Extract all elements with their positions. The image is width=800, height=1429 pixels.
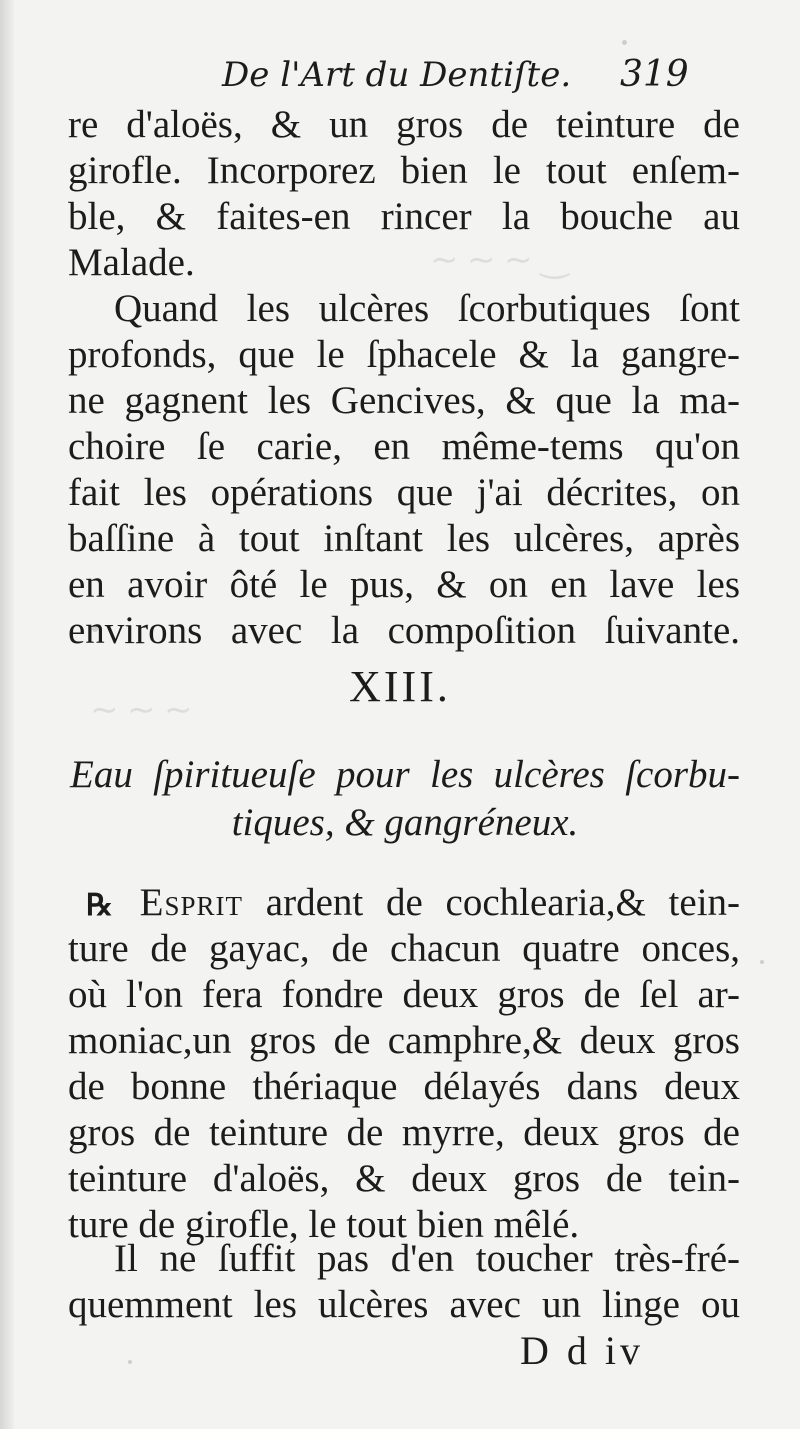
text-line: moniac,un gros de camphre,& deux gros: [68, 1019, 740, 1062]
text-line: baſſine à tout inſtant les ulcères, après: [68, 517, 740, 560]
text-line: en avoir ôté le pus, & on en lave les: [68, 563, 740, 606]
ink-speck: [622, 40, 627, 45]
recipe-title-line: Eau ſpiritueuſe pour les ulcères ſcorbu-: [70, 753, 740, 796]
text-line: ture de gayac, de chacun quatre onces,: [68, 927, 740, 970]
running-head: De l'Art du Dentiſte.: [222, 55, 572, 95]
page-gutter-shadow: [0, 0, 14, 1429]
ink-speck: [760, 960, 764, 964]
text-line: Quand les ulcères ſcorbutiques ſont: [114, 287, 740, 330]
text-line: quemment les ulcères avec un linge ou: [68, 1283, 740, 1326]
text-line: gros de teinture de myrre, deux gros de: [68, 1111, 740, 1154]
recipe-title-line: tiques, & gangréneux.: [231, 801, 579, 844]
recipe-line-rest: ardent de cochlearia,& tein-: [265, 881, 741, 924]
page-number: 319: [620, 54, 689, 95]
recipe-first-line: [86, 880, 740, 929]
text-line: re d'aloës, & un gros de teinture de: [68, 103, 740, 146]
page-header: [0, 52, 800, 102]
text-line: Il ne ſuffit pas d'en toucher très-fré-: [114, 1237, 740, 1280]
show-through-text: ‿ ∽ ∽ ∽: [430, 242, 569, 279]
show-through-text: ∽ ∽ ∽: [90, 692, 193, 729]
text-line: teinture d'aloës, & deux gros de tein-: [68, 1157, 740, 1200]
text-line: choire ſe carie, en même-tems qu'on: [68, 425, 740, 468]
section-number: XIII.: [349, 662, 451, 711]
text-line: profonds, que le ſphacele & la gangre-: [68, 333, 740, 376]
text-line: ture de girofle, le tout bien mêlé.: [68, 1203, 580, 1246]
signature-mark: D d iv: [520, 1328, 644, 1373]
text-line: ble, & faites-en rincer la bouche au: [68, 195, 740, 238]
text-line: girofle. Incorporez bien le tout enſem-: [68, 149, 740, 192]
text-line: où l'on fera fondre deux gros de ſel ar-: [68, 973, 740, 1016]
recipe-first-word: Esprit: [139, 881, 244, 924]
ink-speck: [128, 1360, 132, 1364]
text-line: environs avec la compoſition ſuivante.: [68, 609, 740, 652]
recipe-symbol: ℞: [86, 889, 113, 922]
text-line: fait les opérations que j'ai décrites, on: [68, 471, 740, 514]
text-line: de bonne thériaque délayés dans deux: [68, 1065, 740, 1108]
ink-speck: [92, 626, 98, 632]
text-line: Malade.: [68, 241, 195, 284]
text-line: ne gagnent les Gencives, & que la ma-: [68, 379, 740, 422]
